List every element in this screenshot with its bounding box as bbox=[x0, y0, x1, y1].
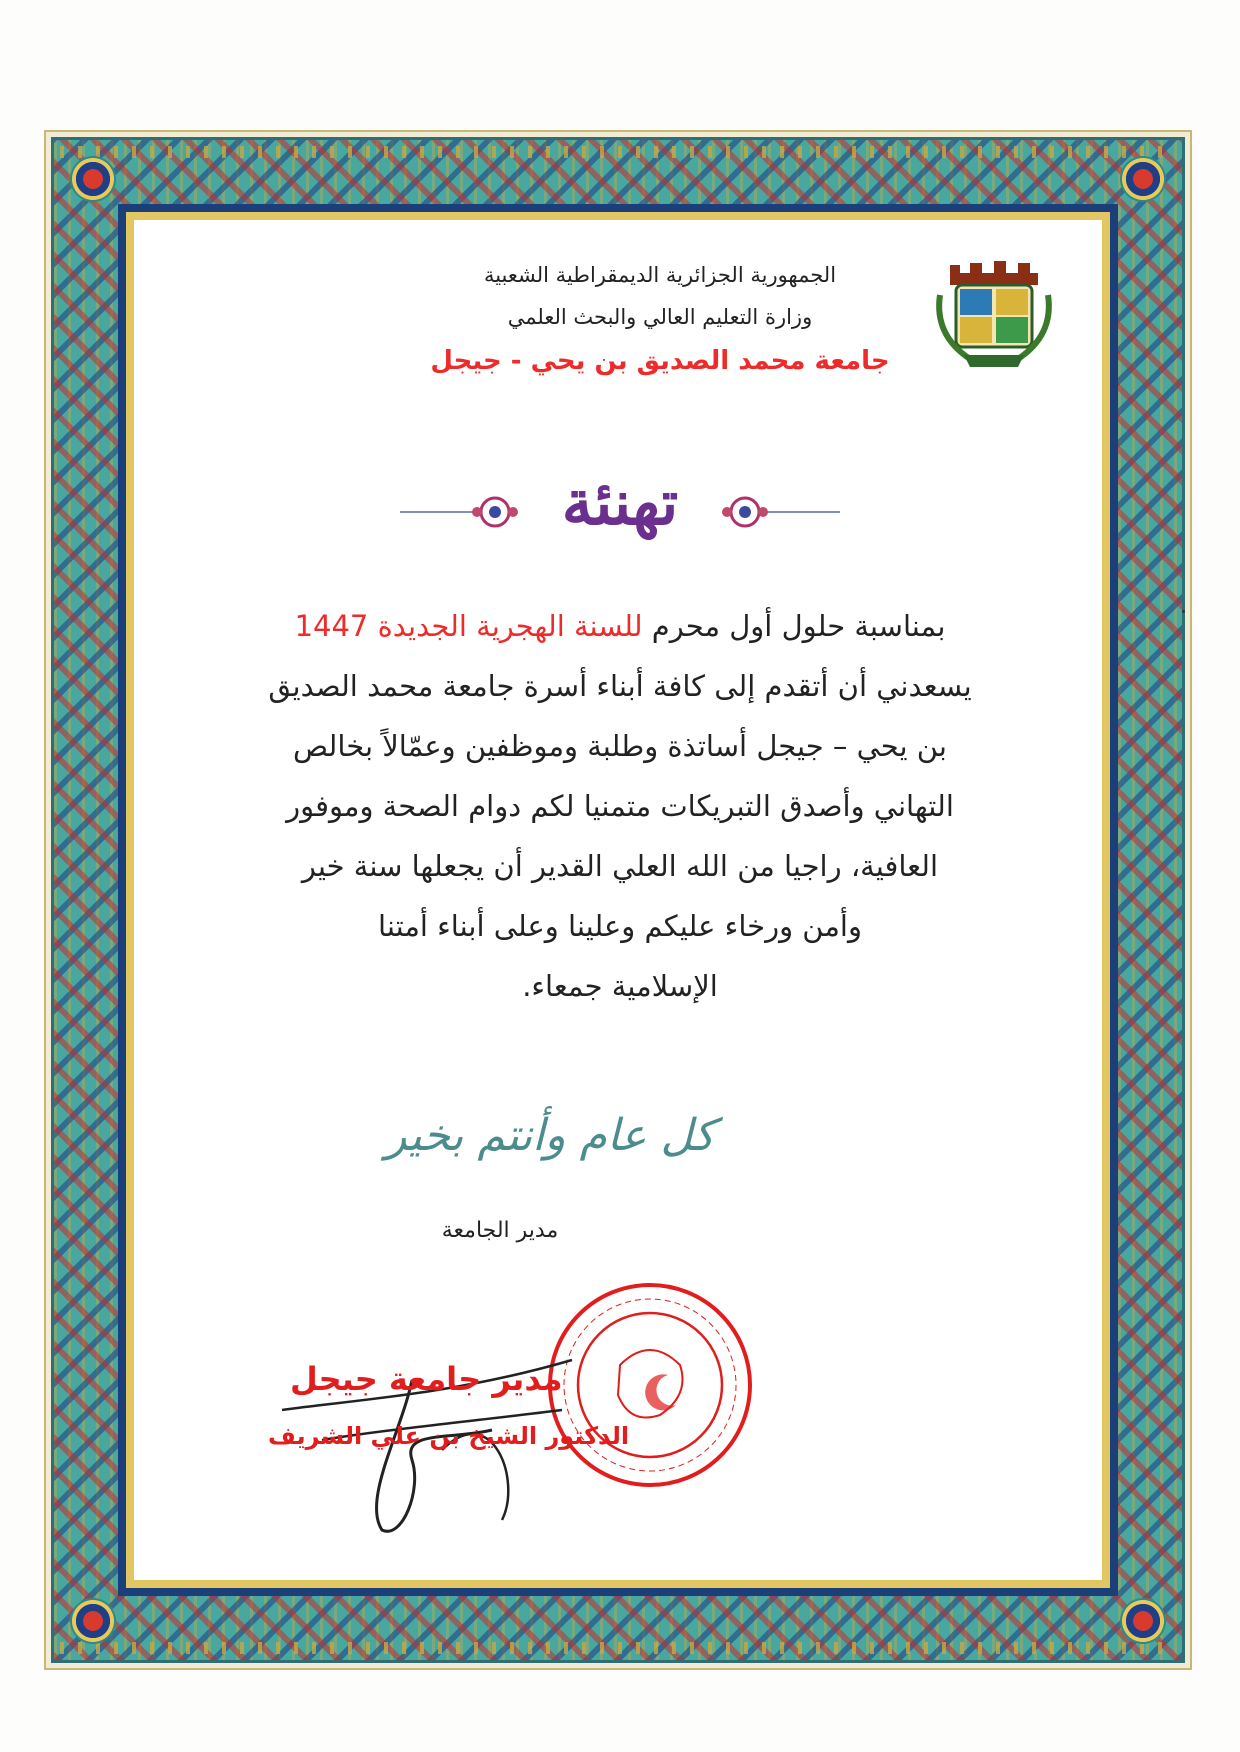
body-line-6: وأمن ورخاء عليكم وعلينا وعلى أبناء أمتنا bbox=[378, 909, 862, 943]
university-name: جامعة محمد الصديق بن يحي - جيجل bbox=[430, 346, 890, 376]
title-heading: تهنئة bbox=[561, 466, 679, 539]
ministry-name: وزارة التعليم العالي والبحث العلمي bbox=[507, 305, 813, 329]
body-line-4: التهاني وأصدق التبريكات متمنيا لكم دوام الصحة وموفور bbox=[286, 789, 954, 823]
signature-name: الدكتور الشيخ بن علي الشريف bbox=[268, 1422, 630, 1450]
country-name: الجمهورية الجزائرية الديمقراطية الشعبية bbox=[483, 263, 837, 287]
letterhead bbox=[380, 254, 940, 384]
greeting-calligraphy: كل عام وأنتم بخير bbox=[385, 1110, 715, 1161]
body-line-1 bbox=[190, 596, 1050, 656]
director-label: مدير الجامعة bbox=[441, 1218, 559, 1243]
university-emblem-icon bbox=[930, 255, 1058, 373]
hijri-year-highlight: للسنة الهجرية الجديدة 1447 bbox=[294, 609, 643, 643]
body-line-3: بن يحي – جيجل أساتذة وطلبة وموظفين وعمّالاً بخالص bbox=[293, 729, 947, 763]
title-ornament bbox=[400, 452, 840, 572]
corner-medallion-bottom-left bbox=[70, 1598, 116, 1644]
scan-mark bbox=[1182, 610, 1185, 613]
corner-medallion-top-right bbox=[1120, 156, 1166, 202]
border-dot-row-top bbox=[60, 146, 1176, 158]
corner-medallion-bottom-right bbox=[1120, 1598, 1166, 1644]
greeting-body bbox=[190, 596, 1050, 1016]
signature-title: مدير جامعة جيجل bbox=[290, 1360, 563, 1398]
corner-medallion-top-left bbox=[70, 156, 116, 202]
body-line-2: يسعدني أن أتقدم إلى كافة أبناء أسرة جامعة محمد الصديق bbox=[268, 669, 972, 703]
body-line-5: العافية، راجيا من الله العلي القدير أن يجعلها سنة خير bbox=[301, 849, 939, 883]
body-line-7: الإسلامية جمعاء. bbox=[522, 969, 718, 1003]
body-line-1-text: بمناسبة حلول أول محرم bbox=[642, 609, 946, 643]
border-dot-row-bottom bbox=[60, 1642, 1176, 1654]
